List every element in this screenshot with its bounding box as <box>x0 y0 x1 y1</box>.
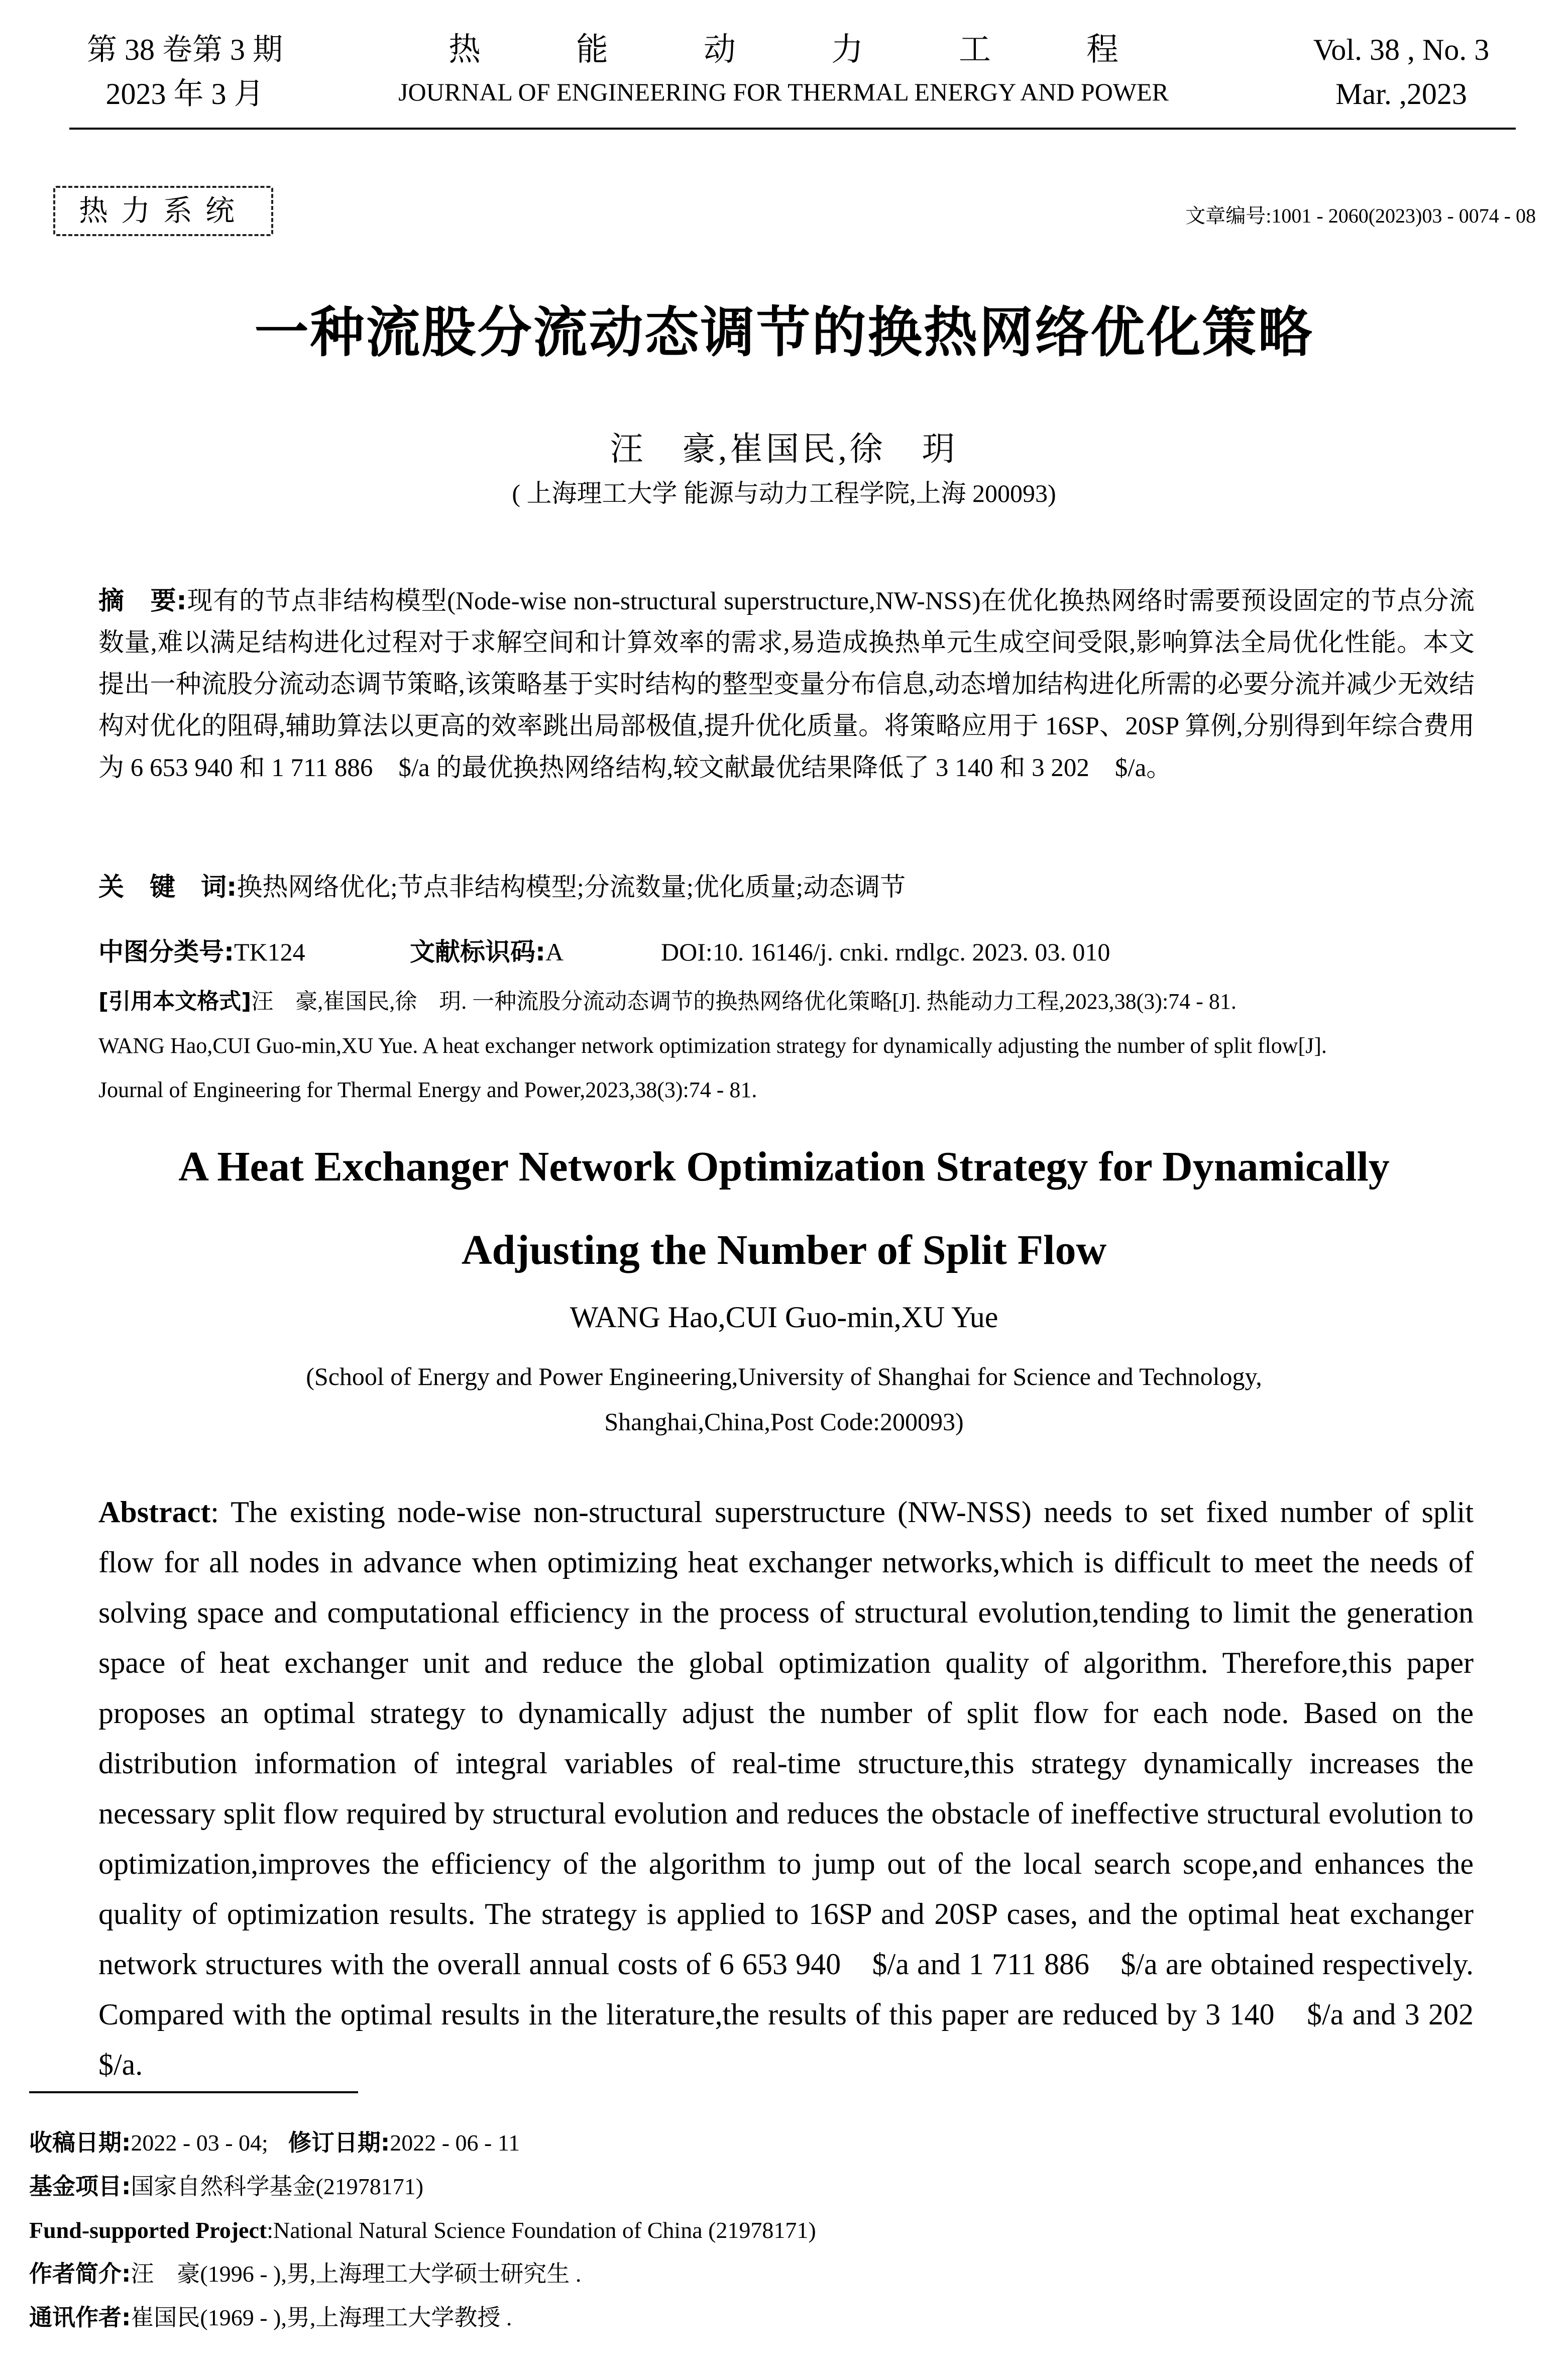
keywords-cn-label: 关 键 词: <box>98 873 237 902</box>
affiliation-en-line-1: (School of Energy and Power Engineering,University of Shanghai for Science and Technology, <box>306 1362 1262 1390</box>
keywords-cn <box>98 867 1475 909</box>
abstract-cn-text: 现有的节点非结构模型(Node-wise non-structural superstructure,NW-NSS)在优化换热网络时需要预设固定的节点分流数量,难以满足结构进化过程对于求解空间和计算效率的需求,易造成换热单元生成空间受限,影响算法全局优化性能。本文提出一种流股分流动态调节策略,该策略基于实时结构的整型变量分布信息,动态增加结构进化所需的必要分流并减少无效结构对优化的阻碍,辅助算法以更高的效率跳出局部极值,提升优化质量。将策略应用于 16SP、20SP 算例,分别得到年综合费用为 6 653 940 和 1 711 886 $/a 的最优换热网络结构,较文献最优结果降低了 3 140 和 3 202 $/a。 <box>98 587 1475 782</box>
corresponding-value: 崔国民(1969 - ),男,上海理工大学教授 . <box>131 2305 512 2330</box>
volume-info <box>1286 28 1517 116</box>
abstract-cn-label: 摘 要: <box>98 586 187 616</box>
clc <box>98 932 410 972</box>
revised-value: 2022 - 06 - 11 <box>390 2130 520 2156</box>
issue-number: 第 38 卷第 3 期 <box>87 33 283 66</box>
author-bio-label: 作者简介: <box>29 2260 131 2287</box>
fund-value: 国家自然科学基金(21978171) <box>131 2174 424 2199</box>
fund-en-value: :National Natural Science Foundation of China (21978171) <box>267 2217 816 2243</box>
revised-label: 修订日期: <box>288 2129 390 2156</box>
classification-line <box>98 932 1475 972</box>
section-tag <box>48 181 278 241</box>
clc-value: TK124 <box>234 938 305 966</box>
affiliation-cn: ( 上海理工大学 能源与动力工程学院,上海 200093) <box>512 479 1056 507</box>
abstract-cn <box>98 580 1475 789</box>
affiliation-en <box>0 1354 1568 1444</box>
abstract-en-text: : The existing node-wise non-structural superstructure (NW-NSS) needs to set fixed number of split flow for all nodes in advance when optimizing heat exchanger networks,which is difficult to meet the needs of solving space and computational efficiency in the process of structural evolution,tending to limit the generation space of heat exchanger unit and reduce the global optimization quality of algorithm. Therefore,this paper proposes an optimal strategy to dynamically adjust the number of split flow for each node. Based on the distribution information of integral variables of real-time structure,this strategy dynamically increases the necessary split flow required by structural evolution and reduces the obstacle of ineffective structural evolution to optimization,improves the efficiency of the algorithm to jump out of the local search scope,and enhances the quality of optimization results. The strategy is applied to 16SP and 20SP cases, and the optimal heat exchanger network structures with the overall annual costs of 6 653 940 $/a and 1 711 886 $/a are obtained respectively. Compared with the optimal results in the literature,the results of this paper are reduced by 3 140 $/a and 3 202 $/a. <box>98 1495 1504 2081</box>
doi-value: 10. 16146/j. cnki. rndlgc. 2023. 03. 010 <box>712 938 1110 966</box>
journal-name-en: JOURNAL OF ENGINEERING FOR THERMAL ENERGY AND POWER <box>398 78 1169 106</box>
doc-code-label: 文献标识码: <box>410 937 545 967</box>
citation <box>98 980 1495 1112</box>
affiliation-en-line-2: Shanghai,China,Post Code:200093) <box>604 1408 964 1436</box>
citation-line-2: WANG Hao,CUI Guo-min,XU Yue. A heat exchanger network optimization strategy for dynamically adjusting the number of split flow[J]. <box>98 1033 1327 1058</box>
citation-line-3: Journal of Engineering for Thermal Energy and Power,2023,38(3):74 - 81. <box>98 1078 757 1102</box>
journal-name-cn: 热能动力工程 <box>449 32 1214 67</box>
title-en-line-1: A Heat Exchanger Network Optimization Strategy for Dynamically <box>178 1143 1390 1190</box>
clc-label: 中图分类号: <box>98 937 234 967</box>
fund-label: 基金项目: <box>29 2173 131 2200</box>
footnote-fund-en <box>29 2208 1536 2252</box>
received-value: 2022 - 03 - 04; <box>131 2130 268 2156</box>
volume-date: Mar. ,2023 <box>1335 77 1467 111</box>
doi <box>661 932 1110 972</box>
journal-masthead <box>352 28 1215 112</box>
received-label: 收稿日期: <box>29 2129 131 2156</box>
authors-cn: 汪 豪,崔国民,徐 玥 <box>610 431 958 468</box>
citation-cn: 汪 豪,崔国民,徐 玥. 一种流股分流动态调节的换热网络优化策略[J]. 热能动力工程,2023,38(3):74 - 81. <box>251 989 1237 1014</box>
title-cn: 一种流股分流动态调节的换热网络优化策略 <box>254 301 1314 364</box>
citation-line-1 <box>98 980 1495 1024</box>
footnote-author <box>29 2252 1536 2296</box>
footnotes <box>29 2121 1536 2339</box>
footnote-rule <box>29 2091 358 2093</box>
footnote-corresponding <box>29 2296 1536 2339</box>
citation-label: [引用本文格式] <box>98 989 252 1014</box>
fund-en-label: Fund-supported Project <box>29 2217 267 2243</box>
keywords-cn-text: 换热网络优化;节点非结构模型;分流数量;优化质量;动态调节 <box>237 874 906 902</box>
doc-code <box>410 932 661 972</box>
title-en <box>0 1125 1568 1292</box>
doi-label: DOI: <box>661 938 713 966</box>
abstract-en-label: Abstract <box>98 1495 211 1529</box>
footnote-dates <box>29 2121 1536 2165</box>
volume-number: Vol. 38 , No. 3 <box>1313 33 1490 66</box>
footnote-fund <box>29 2165 1536 2208</box>
authors-en: WANG Hao,CUI Guo-min,XU Yue <box>570 1301 998 1334</box>
article-number: 文章编号:1001 - 2060(2023)03 - 0074 - 08 <box>1185 204 1536 227</box>
issue-info <box>69 28 300 116</box>
header-rule <box>69 128 1516 130</box>
author-bio-value: 汪 豪(1996 - ),男,上海理工大学硕士研究生 . <box>131 2261 582 2287</box>
corresponding-label: 通讯作者: <box>29 2304 131 2331</box>
section-tag-label: 热力系统 <box>78 194 248 227</box>
doc-code-value: A <box>545 938 564 966</box>
abstract-en <box>98 1487 1504 2090</box>
issue-date: 2023 年 3 月 <box>105 77 264 111</box>
title-en-line-2: Adjusting the Number of Split Flow <box>461 1227 1107 1273</box>
